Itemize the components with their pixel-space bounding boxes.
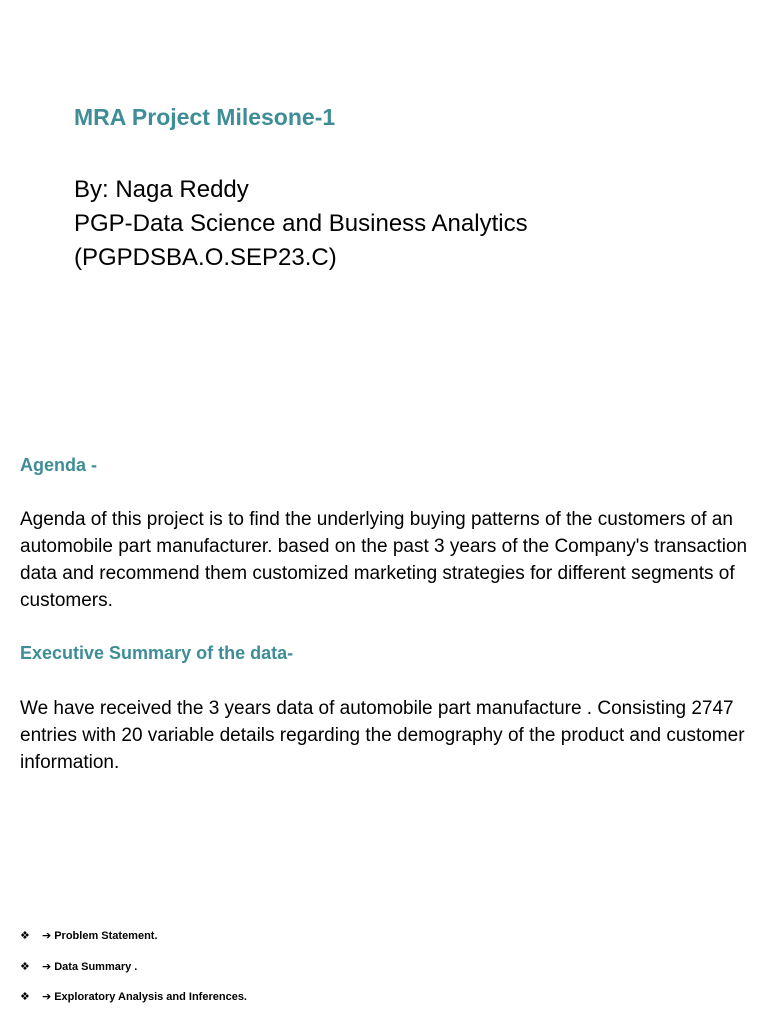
author-name: By: Naga Reddy — [74, 176, 249, 203]
document-title: MRA Project Milesone-1 — [74, 104, 336, 130]
list-item-label: Exploratory Analysis and Inferences. — [54, 991, 247, 1003]
four-diamond-bullet-icon: ❖ — [20, 960, 30, 973]
contents-list — [20, 928, 247, 1020]
list-item — [20, 928, 247, 959]
four-diamond-bullet-icon: ❖ — [20, 930, 30, 942]
agenda-paragraph: Agenda of this project is to find the underlying buying patterns of the customers of an automobile part manufacturer. based on the past 3 years of the Company's transaction data and recommend them customized marketing strategies for different segments of customers. — [20, 509, 748, 611]
list-item-label: Data Summary . — [54, 960, 138, 973]
agenda-heading: Agenda - — [20, 455, 98, 475]
author-block — [74, 173, 528, 275]
list-item — [20, 989, 247, 1020]
executive-summary-heading: Executive Summary of the data- — [20, 643, 294, 663]
right-arrow-icon: ➔ — [42, 930, 52, 942]
list-item — [20, 959, 247, 990]
program-code: (PGPDSBA.O.SEP23.C) — [74, 244, 337, 271]
right-arrow-icon: ➔ — [42, 960, 52, 973]
program-name: PGP-Data Science and Business Analytics — [74, 210, 528, 237]
right-arrow-icon: ➔ — [42, 991, 52, 1003]
executive-summary-paragraph: We have received the 3 years data of automobile part manufacture . Consisting 2747 entries with 20 variable details regarding the demography of the product and customer information. — [20, 698, 745, 773]
list-item-label: Problem Statement. — [54, 930, 158, 942]
four-diamond-bullet-icon: ❖ — [20, 991, 30, 1003]
